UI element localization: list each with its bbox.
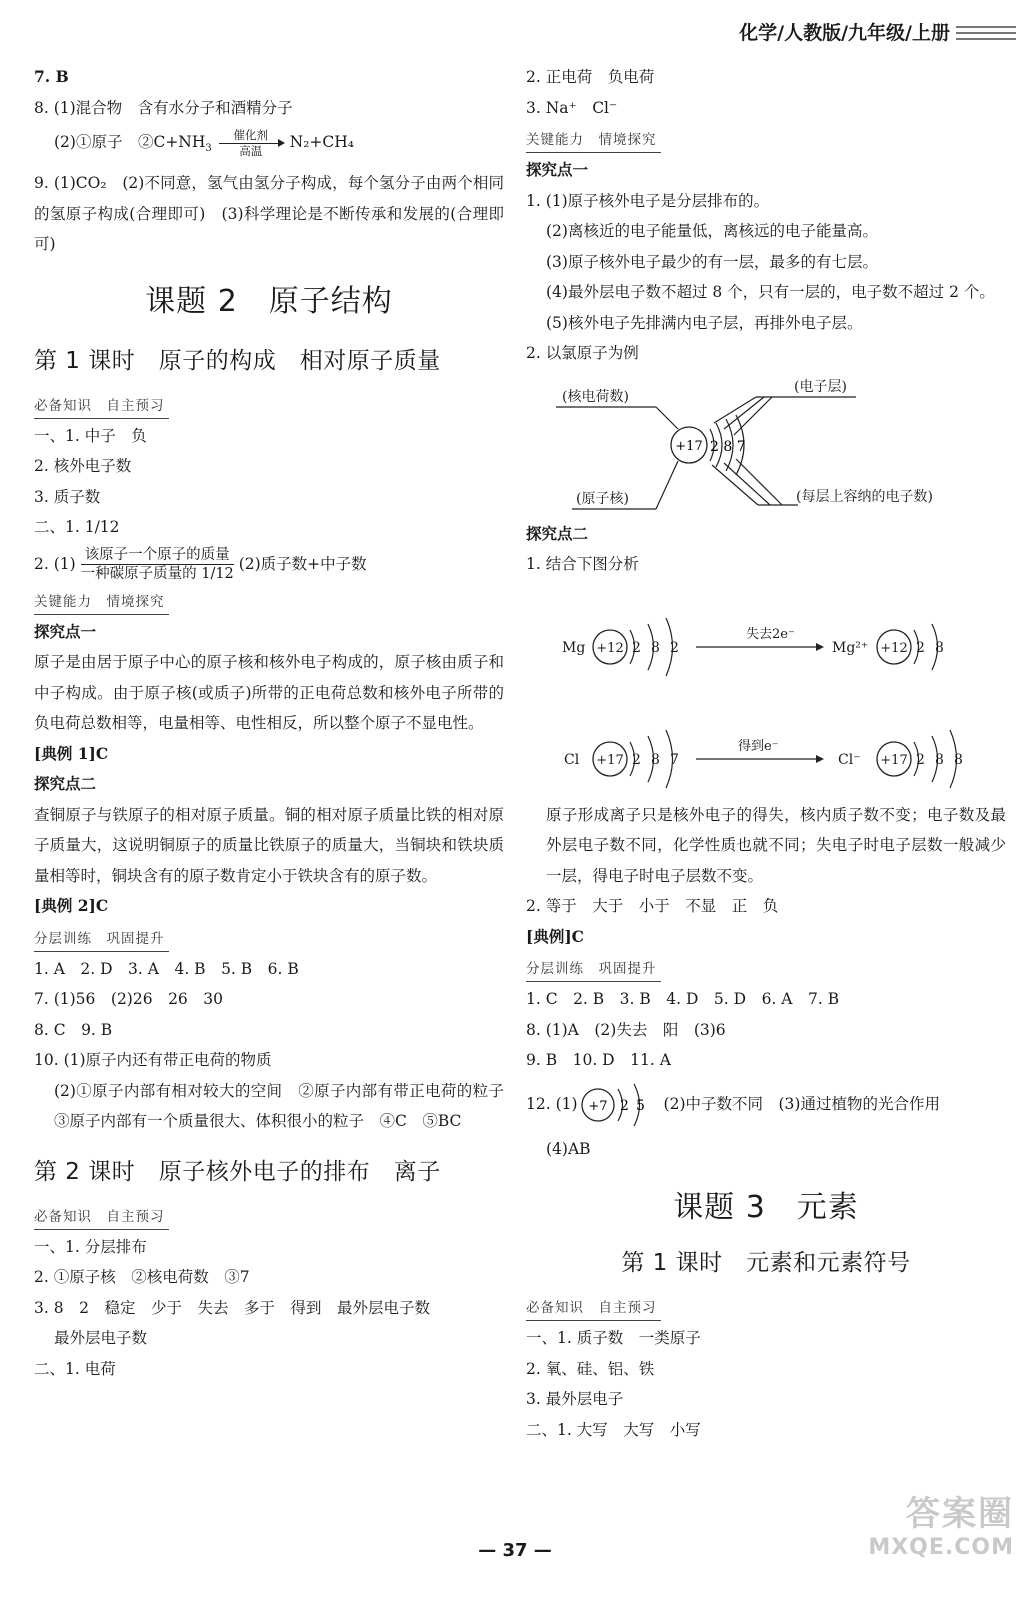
- fraction-denominator: 一种碳原子质量的 1/12: [80, 566, 234, 583]
- answer-q8-1: 8. (1)混合物 含有水分子和酒精分子: [34, 98, 293, 117]
- answer-line: (4)AB: [546, 1139, 591, 1158]
- answer-paragraph: (2)①原子内部有相对较大的空间 ②原子内部有带正电荷的粒子 ③原子内部有一个质量很大、体积很小的粒子 ④C ⑤BC: [54, 1081, 520, 1131]
- label-electrons-per-layer: (每层上容纳的电子数): [796, 488, 933, 505]
- answer-q7: 7. B: [34, 67, 69, 86]
- answer-line: 2. 氧、硅、铝、铁: [526, 1359, 655, 1378]
- topic3-title: 课题 3 元素: [673, 1190, 859, 1225]
- header-decoration: [956, 26, 1016, 44]
- chlorine-structure-diagram: [526, 369, 996, 519]
- section-bibei-r: 必备知识 自主预习: [526, 1297, 661, 1321]
- q12-shell-2: 5: [635, 1097, 645, 1114]
- cl-arrow-label: 得到e⁻: [738, 738, 779, 754]
- answer-line: (5)核外电子先排满内电子层，再排外电子层。: [546, 313, 863, 332]
- answer-line: 1. 结合下图分析: [526, 555, 639, 573]
- mg-shell-1: 2: [632, 639, 641, 656]
- cl-ion-shell-1: 2: [916, 751, 925, 768]
- answer-line: 2. 以氯原子为例: [526, 344, 639, 362]
- watermark-url: MXQE.COM: [868, 1535, 1014, 1560]
- cl-ion-shell-2: 8: [935, 751, 944, 768]
- section-fenceng: 分层训练 巩固提升: [34, 928, 169, 952]
- section-guanjian-r: 关键能力 情境探究: [526, 129, 661, 153]
- example: [典例]C: [526, 926, 585, 946]
- answer-line: 二、1. 电荷: [34, 1359, 116, 1378]
- answer-line: 9. B 10. D 11. A: [526, 1051, 671, 1069]
- ion-formation-diagram: [526, 580, 996, 800]
- answer-line: 3. Na⁺ Cl⁻: [526, 98, 618, 117]
- topic2-title: 课题 2 原子结构: [145, 283, 393, 319]
- reaction-condition: [219, 129, 283, 158]
- equation-left: (2)①原子 ②C+NH: [54, 133, 206, 151]
- electron-shells: 2 8 7: [710, 438, 746, 455]
- answer-line: 一、1. 分层排布: [34, 1237, 147, 1256]
- watermark-logo: 答案圈: [906, 1494, 1014, 1534]
- watermark: [868, 1486, 1014, 1560]
- label-nucleus: (原子核): [576, 490, 629, 507]
- page-number: — 37 —: [478, 1540, 552, 1561]
- q12-core: +7: [587, 1098, 608, 1114]
- answer-line: 1. (1)原子核外电子是分层排布的。: [526, 191, 770, 210]
- answer-line: 3. 质子数: [34, 487, 101, 506]
- mg-shell-3: 2: [670, 639, 679, 656]
- example-2: [典例 2]C: [34, 896, 109, 916]
- mg-arrow-label: 失去2e⁻: [746, 626, 795, 642]
- answer-line: 10. (1)原子内还有带正电荷的物质: [34, 1051, 272, 1070]
- cl-shell-3: 7: [670, 751, 679, 768]
- mg-shell-2: 8: [651, 639, 660, 656]
- cl-ion-core: +17: [880, 752, 908, 768]
- answer-line: 最外层电子数: [54, 1329, 148, 1348]
- label-nuclear-charge: (核电荷数): [562, 388, 629, 405]
- answer-line: (2)离核近的电子能量低，离核远的电子能量高。: [546, 222, 878, 240]
- fraction: [81, 546, 234, 583]
- right-column: [526, 62, 1006, 1445]
- nucleus-charge: +17: [675, 438, 703, 454]
- answer-line: 2. 正电荷 负电荷: [526, 68, 655, 86]
- explore-text-2: 查铜原子与铁原子的相对原子质量。铜的相对原子质量比铁的相对原子质量大，这说明铜原子的质量比铁原子的质量大，当铜块和铁块质量相等时，铜块含有的原子数肯定小于铁块含有的原子数。: [34, 805, 504, 885]
- mg-symbol: Mg: [562, 639, 586, 656]
- answer-q12: [526, 1076, 1006, 1134]
- mg-ion-symbol: Mg²⁺: [832, 639, 869, 656]
- section-fenceng-r: 分层训练 巩固提升: [526, 958, 661, 982]
- cl-shell-2: 8: [651, 751, 660, 768]
- header-title: 化学/人教版/九年级/上册: [739, 22, 950, 44]
- cl-symbol: Cl: [564, 751, 580, 768]
- explore-point-2-r: 探究点二: [526, 523, 589, 543]
- answer-line: 二、1. 1/12: [34, 518, 120, 537]
- label-electron-layer: (电子层): [794, 378, 847, 395]
- lesson1-title: 第 1 课时 原子的构成 相对原子质量: [34, 347, 441, 374]
- mg-core: +12: [596, 640, 624, 656]
- answer-line: (3)原子核外电子最少的有一层，最多的有七层。: [546, 252, 878, 271]
- answer-line: 2. 核外电子数: [34, 457, 132, 476]
- answer-line: 3. 最外层电子: [526, 1390, 624, 1408]
- mg-ion-shell-1: 2: [916, 639, 925, 656]
- answer-q9: 9. (1)CO₂ (2)不同意，氢气由氢分子构成，每个氢分子由两个相同的氢原子构成(合理即可) (3)科学理论是不断传承和发展的(合理即可): [34, 174, 504, 254]
- section-bibei: 必备知识 自主预习: [34, 395, 169, 419]
- answer-prefix: 2. (1): [34, 554, 76, 573]
- nitrogen-structure: [578, 1080, 658, 1130]
- explore-point-2: 探究点二: [34, 774, 97, 794]
- answer-line: 1. A 2. D 3. A 4. B 5. B 6. B: [34, 959, 299, 978]
- explore-point-1: 探究点一: [34, 621, 97, 641]
- answer-line: 1. C 2. B 3. B 4. D 5. D 6. A 7. B: [526, 990, 840, 1008]
- explore-point-1-r: 探究点一: [526, 160, 589, 179]
- explore-text-1: 原子是由居于原子中心的原子核和核外电子构成的，原子核由质子和中子构成。由于原子核(或质子)所带的正电荷总数和核外电子所带的负电荷总数相等，电量相等、电性相反，所以整个原子不显电性。: [34, 653, 504, 733]
- cl-ion-shell-3: 8: [954, 751, 963, 768]
- temperature-label: 高温: [239, 143, 263, 158]
- lesson2-title: 第 2 课时 原子核外电子的排布 离子: [34, 1158, 441, 1185]
- cl-ion-symbol: Cl⁻: [838, 751, 861, 768]
- reaction-arrow: [219, 143, 283, 144]
- answer-line: 8. C 9. B: [34, 1020, 113, 1039]
- equation-right: N₂+CH₄: [289, 133, 354, 151]
- q12-prefix: 12. (1): [526, 1095, 578, 1114]
- answer-line: 2. 等于 大于 小于 不显 正 负: [526, 897, 779, 915]
- section-bibei-2: 必备知识 自主预习: [34, 1206, 169, 1230]
- answer-line: 一、1. 中子 负: [34, 426, 147, 445]
- answer-line: 7. (1)56 (2)26 26 30: [34, 990, 224, 1009]
- cl-core: +17: [596, 752, 624, 768]
- answer-line: 8. (1)A (2)失去 阳 (3)6: [526, 1020, 726, 1039]
- left-column: [34, 62, 520, 1384]
- answer-q8-2: (2)①原子 $②C+NH_3$ 催化剂 高温 N₂+CH₄: [54, 127, 354, 158]
- answer-suffix: (2)质子数+中子数: [238, 554, 367, 573]
- mg-ion-core: +12: [880, 640, 908, 656]
- example-1: [典例 1]C: [34, 743, 109, 763]
- answer-paragraph: 原子形成离子只是核外电子的得失，核内质子数不变；电子数及最外层电子数不同，化学性质也就不同；失电子时电子层数一般减少一层，得电子时电子层数不变。: [546, 805, 1006, 885]
- answer-line: 一、1. 质子数 一类原子: [526, 1329, 701, 1347]
- section-guanjian: 关键能力 情境探究: [34, 591, 169, 615]
- fraction-numerator: 该原子一个原子的质量: [81, 546, 234, 565]
- answer-fraction-line: [34, 543, 504, 585]
- answer-line: 二、1. 大写 大写 小写: [526, 1420, 701, 1439]
- mg-ion-shell-2: 8: [935, 639, 944, 656]
- answer-paragraph: (4)最外层电子数不超过 8 个，只有一层的，电子数不超过 2 个。: [546, 283, 995, 301]
- lesson3-title: 第 1 课时 元素和元素符号: [621, 1250, 911, 1276]
- q12-shell-1: 2: [619, 1097, 629, 1114]
- answer-line: 2. ①原子核 ②核电荷数 ③7: [34, 1268, 250, 1287]
- answer-line: 3. 8 2 稳定 少于 失去 多于 得到 最外层电子数: [34, 1298, 430, 1317]
- catalyst-label: 催化剂: [233, 127, 268, 142]
- cl-shell-1: 2: [632, 751, 641, 768]
- q12-suffix: (2)中子数不同 (3)通过植物的光合作用: [663, 1095, 940, 1114]
